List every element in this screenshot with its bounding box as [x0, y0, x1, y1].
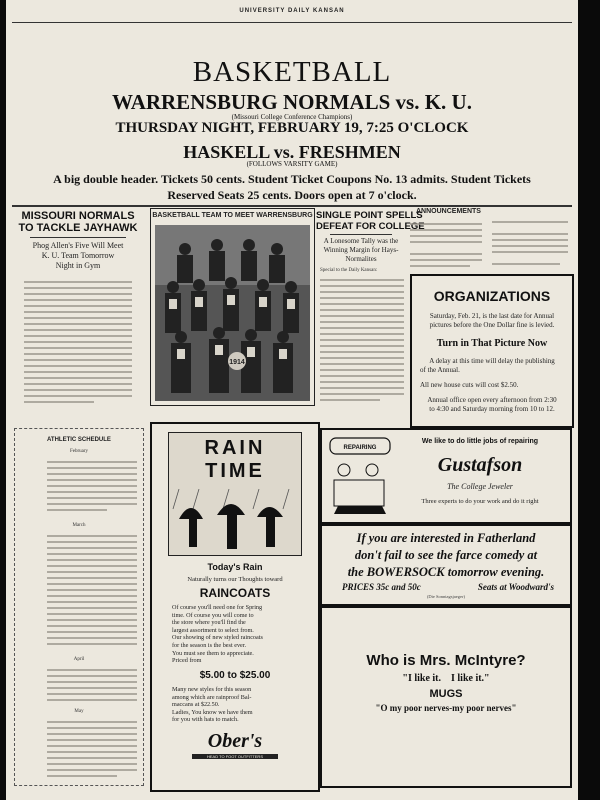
org-line-1: Saturday, Feb. 21, is the last date for Annual — [429, 312, 555, 320]
announcements — [408, 208, 572, 272]
team-photo-box — [150, 208, 315, 406]
raincoats-body-6: for the season is the best ever. — [172, 641, 247, 649]
article2-subhead-3: Normalites — [345, 255, 377, 263]
mcintyre-title: Who is Mrs. McIntyre? — [366, 652, 526, 669]
announcements-title: ANNOUNCEMENTS — [416, 208, 481, 215]
article2-subhead-2: Winning Margin for Hays- — [323, 246, 399, 254]
bowersock-seats: Seats at Woodward's — [477, 582, 554, 592]
schedule-lines-1 — [47, 459, 139, 519]
obers-logo: Ober's — [207, 730, 263, 752]
org-line-6: Annual office open every afternoon from 2:30 — [427, 396, 557, 404]
article2-subhead-1: A Lonesome Tally was the — [323, 237, 399, 245]
org-line-2: pictures before the One Dollar fine is levied. — [429, 321, 555, 329]
announcements-body-lines — [410, 220, 570, 272]
org-line-5: All new house cuts will cost $2.50. — [420, 381, 519, 389]
article-body-lines — [24, 278, 134, 408]
month-may: May — [74, 709, 84, 714]
bowersock-credit: (Die Sonntagsjaeger) — [426, 594, 466, 599]
raincoats-body-7: You must see them to appreciate. — [172, 649, 254, 657]
gustafson-tag: The College Jeweler — [447, 482, 513, 491]
mcintyre-quote: "I like it. I like it." — [402, 673, 490, 684]
month-april: April — [73, 657, 85, 662]
article2-body-lines — [320, 276, 404, 408]
rain-time-art — [168, 432, 302, 556]
raincoats-price: $5.00 to $25.00 — [199, 670, 271, 681]
article-subhead-2: K. U. Team Tomorrow — [41, 251, 115, 260]
raincoats-body-1: Of course you'll need one for Spring — [172, 604, 263, 611]
raincoats-body-3: the store where you'll find the — [172, 619, 246, 627]
mcintyre-tagline: "O my poor nerves-my poor nerves" — [375, 703, 517, 713]
raincoats-body-b — [172, 686, 312, 724]
raincoats-body-4: largest assortment to select from. — [172, 626, 254, 634]
raincoats-ad — [150, 422, 320, 792]
article2-dateline: Special to the Daily Kansan: — [320, 268, 378, 273]
schedule-lines-3 — [47, 667, 139, 707]
athletic-schedule — [14, 428, 144, 786]
org-line-3: A delay at this time will delay the publishing — [429, 357, 555, 365]
organizations-box — [410, 274, 574, 428]
photo-caption: BASKETBALL TEAM TO MEET WARRENSBURG — [152, 212, 313, 219]
schedule-lines-4 — [47, 719, 139, 781]
raincoats-title: RAINCOATS — [199, 586, 271, 600]
raincoats-body-12: Ladies, You know we have them — [172, 708, 253, 716]
turn-in-picture: Turn in That Picture Now — [436, 338, 548, 349]
article-subhead-1: Phog Allen's Five Will Meet — [32, 241, 124, 250]
raincoats-sub: Naturally turns our Thoughts toward — [187, 576, 283, 583]
month-march: March — [72, 523, 86, 528]
tickets-line-1: A big double header. Tickets 50 cents. Student Ticket Coupons No. 13 admits. Student Tickets — [53, 172, 531, 186]
bowersock-line-1: If you are interested in Fatherland — [356, 531, 536, 545]
champions-note: (Missouri College Conference Champions) — [231, 113, 353, 121]
bowersock-prices: PRICES 35c and 50c — [342, 582, 421, 592]
article-single-point — [316, 208, 425, 413]
athletic-title: ATHLETIC SCHEDULE — [47, 437, 111, 443]
obers-tagline: HEAD TO FOOT OUTFITTERS — [192, 754, 278, 759]
ad-title: BASKETBALL — [192, 56, 392, 88]
article2-headline-1: SINGLE POINT SPELLS — [316, 210, 423, 221]
masthead: UNIVERSITY DAILY KANSAN — [239, 8, 345, 14]
tickets-line-2: Reserved Seats 25 cents. Doors open at 7 o'clock. — [167, 188, 417, 202]
org-line-7: to 4:30 and Saturday morning from 10 to 12. — [429, 405, 555, 413]
raincoats-body-9: Many new styles for this season — [172, 686, 252, 693]
repairing-sign: REPAIRING — [343, 445, 377, 451]
ball-label: 1914 — [229, 359, 245, 366]
raincoats-body-5: Our showing of new styled raincoats — [172, 634, 263, 642]
raincoats-body-2: time. Of course you will come to — [172, 611, 254, 619]
matchup-varsity: WARRENSBURG NORMALS vs. K. U. — [112, 90, 472, 114]
bowersock-ad — [320, 524, 572, 606]
article-headline-1: MISSOURI NORMALS — [21, 210, 135, 222]
article2-headline-2: DEFEAT FOR COLLEGE — [316, 221, 425, 232]
raincoats-body-11: maccans at $22.50. — [172, 701, 220, 709]
newspaper-page — [6, 0, 578, 800]
bowersock-line-2: don't fail to see the farce comedy at — [354, 548, 538, 562]
ad-bottom-rule — [12, 205, 572, 207]
bowersock-line-3: the BOWERSOCK tomorrow evening. — [347, 565, 545, 579]
masthead-rule — [12, 22, 572, 23]
raincoats-body-10: among which are rainproof Bal- — [172, 693, 252, 701]
scan-edge — [582, 0, 600, 800]
organizations-title: ORGANIZATIONS — [433, 288, 551, 304]
gustafson-line-2: Three experts to do your work and do it right — [421, 498, 539, 505]
rain-figures-icon — [169, 489, 301, 555]
team-photo — [155, 225, 310, 401]
gustafson-name: Gustafson — [437, 454, 523, 476]
raincoats-body — [172, 604, 312, 665]
time-art-word: TIME — [205, 460, 265, 482]
mcintyre-ad — [320, 606, 572, 788]
follows-note: (FOLLOWS VARSITY GAME) — [246, 160, 338, 168]
article-headline-2: TO TACKLE JAYHAWK — [18, 222, 138, 234]
schedule-lines-2 — [47, 533, 139, 653]
game-date-time: THURSDAY NIGHT, FEBRUARY 19, 7:25 O'CLOCK — [115, 120, 469, 136]
month-february: February — [69, 449, 89, 454]
todays-rain: Today's Rain — [207, 562, 263, 572]
gustafson-ad — [320, 428, 572, 524]
article-missouri-normals — [10, 208, 146, 413]
jeweler-icon — [328, 436, 392, 516]
matchup-freshmen: HASKELL vs. FRESHMEN — [183, 142, 401, 162]
gustafson-line-1: We like to do little jobs of repairing — [421, 438, 539, 445]
article-subhead-3: Night in Gym — [55, 261, 101, 270]
raincoats-body-13: for you with hats to match. — [172, 716, 239, 724]
rain-art-word: RAIN — [204, 437, 266, 459]
mugs-label: MUGS — [429, 688, 463, 700]
raincoats-body-8: Priced from — [172, 657, 202, 665]
org-line-4: of the Annual. — [420, 366, 460, 374]
repairing-illustration — [328, 436, 392, 516]
